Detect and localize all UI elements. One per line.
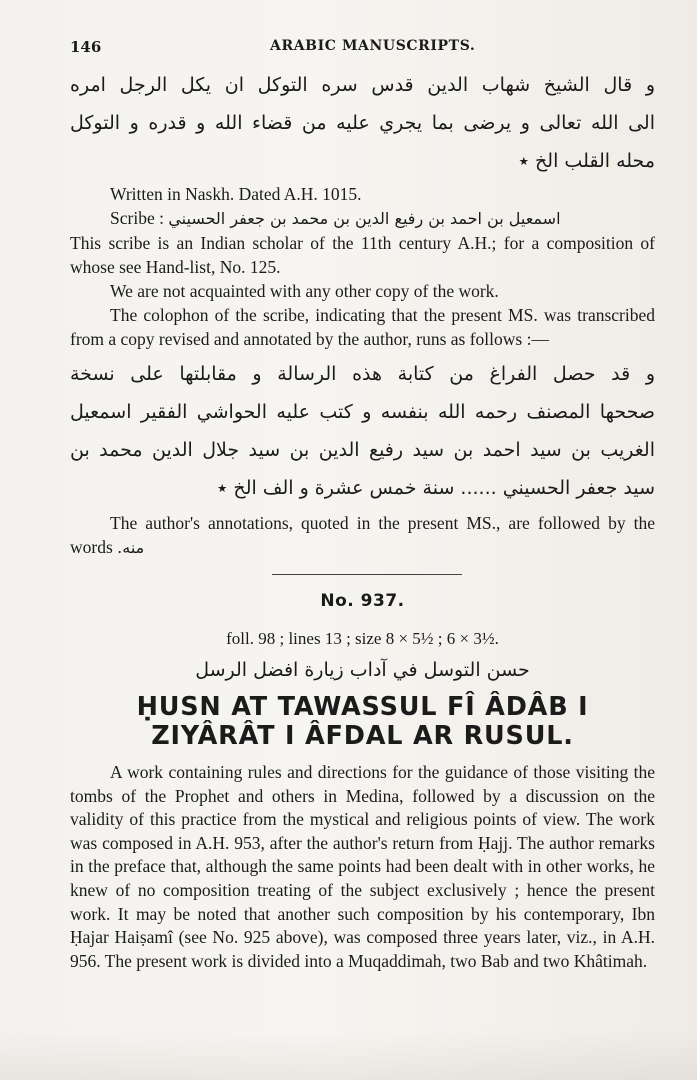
entry-title (70, 693, 655, 751)
acquainted-paragraph: We are not acquainted with any other copy of the work. (110, 281, 499, 301)
entry-format: foll. 98 ; lines 13 ; size 8 × 5½ ; 6 × 3½. (226, 629, 499, 648)
entry-arabic-title: حسن التوسل في آداب زيارة افضل الرسل (195, 659, 530, 681)
entry-number: No. 937. (320, 591, 405, 611)
running-head: ARABIC MANUSCRIPTS. (270, 38, 476, 54)
arabic-line: الى الله تعالى و يرضى بما يجري عليه من قضاء الله و قدره و التوكل (70, 112, 655, 134)
page-number: 146 (70, 38, 102, 56)
scribe-label: Scribe : (110, 208, 164, 228)
annotations-paragraph (70, 511, 655, 560)
arabic-quote-shihab (70, 66, 655, 180)
scribe-arabic-name: اسمعيل بن احمد بن رفيع الدين بن محمد بن جعفر الحسيني (168, 209, 561, 228)
arabic-line: سيد جعفر الحسيني ...... سنة خمس عشرة و الف الخ ٭ (217, 477, 655, 499)
arabic-line: صححها المصنف رحمه الله بنفسه و كتب عليه الحواشي الفقير اسمعيل (70, 401, 655, 423)
arabic-quote-colophon (70, 355, 655, 507)
page-header (70, 30, 655, 58)
page-shadow (0, 1030, 697, 1080)
annotations-arabic-word: منه. (117, 538, 145, 557)
scribe-description: This scribe is an Indian scholar of the 11th century A.H.; for a composition of whose see Hand-list, No. 125. (70, 233, 655, 277)
written-line: Written in Naskh. Dated A.H. 1015. (110, 184, 362, 204)
arabic-line: و قد حصل الفراغ من كتابة هذه الرسالة و مقابلتها على نسخة (70, 363, 655, 385)
arabic-line: و قال الشيخ شهاب الدين قدس سره التوكل ان يكل الرجل امره (70, 74, 655, 96)
entry-description: A work containing rules and directions for the guidance of those visiting the tombs of the Prophet and others in Medina, followed by a discussion on the validity of this practice from the mystical and religious points of view. The work was composed in A.H. 953, after the author's return from Ḥajj. The author remarks in the preface that, although the same points had been dealt with in other works, he knew of no composition treating of the subject exclusively ; hence the present work. It may be noted that another such composition by his contemporary, Ibn Ḥajar Haiṣamî (see No. 925 above), was composed three years later, viz., in A.H. 956. The present work is divided into a Muqaddimah, two Bab and two Khâtimah. (70, 762, 655, 971)
arabic-line: الغريب بن سيد احمد بن سيد رفيع الدين بن سيد جلال الدين محمد بن (70, 439, 655, 461)
annotations-text: The author's annotations, quoted in the present MS., are followed by the words (70, 513, 655, 557)
arabic-line: محله القلب الخ ٭ (518, 150, 655, 172)
scribe-line (70, 206, 655, 231)
section-divider (272, 574, 462, 575)
entry-title-line: ZIYÂRÂT I ÂFDAL AR RUSUL. (151, 721, 574, 751)
colophon-paragraph: The colophon of the scribe, indicating that the present MS. was transcribed from a copy revised and annotated by the author, runs as follows :— (70, 305, 655, 349)
entry-title-line: ḤUSN AT TAWASSUL FÎ ÂDÂB I (136, 692, 589, 722)
